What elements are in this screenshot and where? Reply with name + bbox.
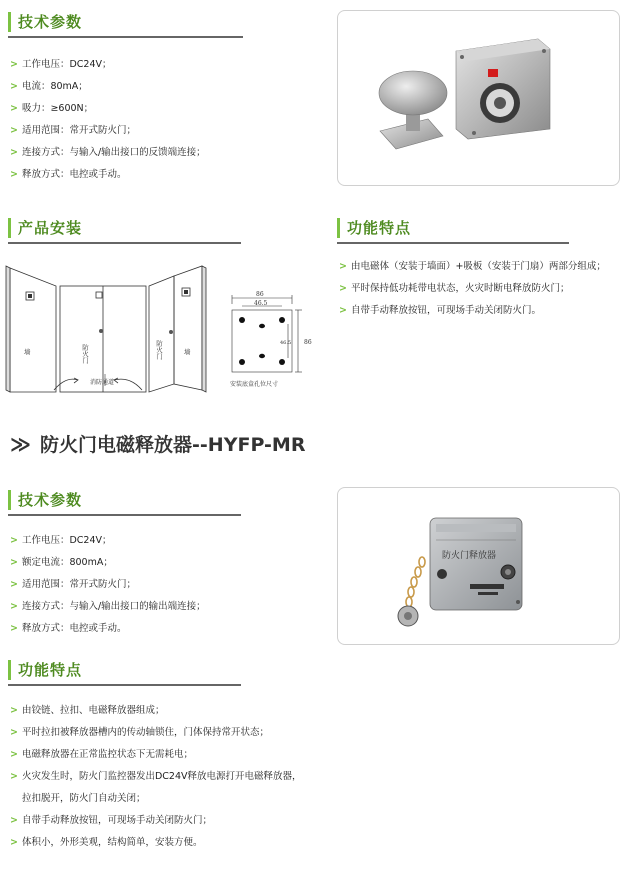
- title-underline: [8, 684, 241, 686]
- list-item: > 平时拉扣被释放器槽内的传动轴锁住，门体保持常开状态；: [10, 727, 269, 738]
- product-photo-release: [337, 487, 620, 645]
- list-item: > 吸力：≥600N；: [10, 103, 94, 114]
- list-item: > 由电磁体（安装于墙面）+吸板（安装于门扇）两部分组成；: [339, 261, 606, 272]
- list-item: > 工作电压：DC24V；: [10, 59, 112, 70]
- install-title: 产品安装: [8, 216, 241, 240]
- list-item: > 适用范围：常开式防火门；: [10, 579, 136, 590]
- list-item: > 由铰链、拉扣、电磁释放器组成；: [10, 705, 165, 716]
- list-item: > 平时保持低功耗带电状态，火灾时断电释放防火门；: [339, 283, 570, 294]
- model-heading: [10, 430, 305, 460]
- title-underline: [8, 514, 241, 516]
- feature-list-2: [10, 700, 302, 854]
- list-item: > 适用范围：常开式防火门；: [10, 125, 136, 136]
- label-door-center: 防火门: [81, 344, 89, 364]
- list-item: > 电流：80mA；: [10, 81, 88, 92]
- double-chevron-icon: ≫: [10, 432, 27, 456]
- list-item: > 火灾发生时，防火门监控器发出DC24V释放电源打开电磁释放器，: [10, 771, 302, 782]
- feature-list-1: [339, 256, 606, 322]
- title-underline: [8, 36, 243, 38]
- spec-list-2: [10, 530, 206, 640]
- door-install-diagram: [4, 262, 208, 398]
- list-item: > 额定电流：800mA；: [10, 557, 113, 568]
- list-item: 拉扣脱开，防火门自动关闭；: [22, 793, 146, 804]
- model-name: 防火门电磁释放器--HYFP-MR: [40, 434, 306, 456]
- spec-title-1: 技术参数: [8, 10, 243, 34]
- product-photo-holder: [337, 10, 620, 186]
- label-passage: 消防通道: [90, 379, 115, 386]
- spec-title-2: 技术参数: [8, 488, 241, 512]
- list-item: > 电磁释放器在正常监控状态下无需耗电；: [10, 749, 193, 760]
- box-caption: 安装底盒孔位尺寸: [230, 381, 279, 388]
- list-item: > 工作电压：DC24V；: [10, 535, 112, 546]
- spec-list-1: [10, 54, 206, 186]
- label-wall-right: 墙: [184, 348, 191, 356]
- title-underline: [8, 242, 241, 244]
- dim-inner: 46.5: [254, 300, 268, 307]
- device-label: 防火门释放器: [442, 551, 497, 561]
- list-item: > 释放方式：电控或手动。: [10, 623, 127, 634]
- list-item: > 体积小，外形美观，结构简单，安装方便。: [10, 837, 203, 848]
- feature-title-1: 功能特点: [337, 216, 569, 240]
- mounting-box-diagram: [222, 290, 322, 390]
- list-item: > 释放方式：电控或手动。: [10, 169, 127, 180]
- list-item: > 连接方式：与输入/输出接口的输出端连接；: [10, 601, 206, 612]
- feature-title-2: 功能特点: [8, 658, 241, 682]
- label-door-right: 防火门: [155, 340, 163, 360]
- label-wall-left: 墙: [24, 348, 31, 356]
- release-device-image: [338, 488, 620, 645]
- list-item: > 自带手动释放按钮，可现场手动关闭防火门。: [339, 305, 541, 316]
- dim-side-inner: 46.5: [280, 340, 292, 346]
- dim-outer: 86: [256, 291, 264, 298]
- list-item: > 连接方式：与输入/输出接口的反馈端连接；: [10, 147, 206, 158]
- title-underline: [337, 242, 569, 244]
- dim-side-outer: 86: [304, 339, 312, 346]
- list-item: > 自带手动释放按钮，可现场手动关闭防火门；: [10, 815, 212, 826]
- door-holder-image: [338, 11, 620, 186]
